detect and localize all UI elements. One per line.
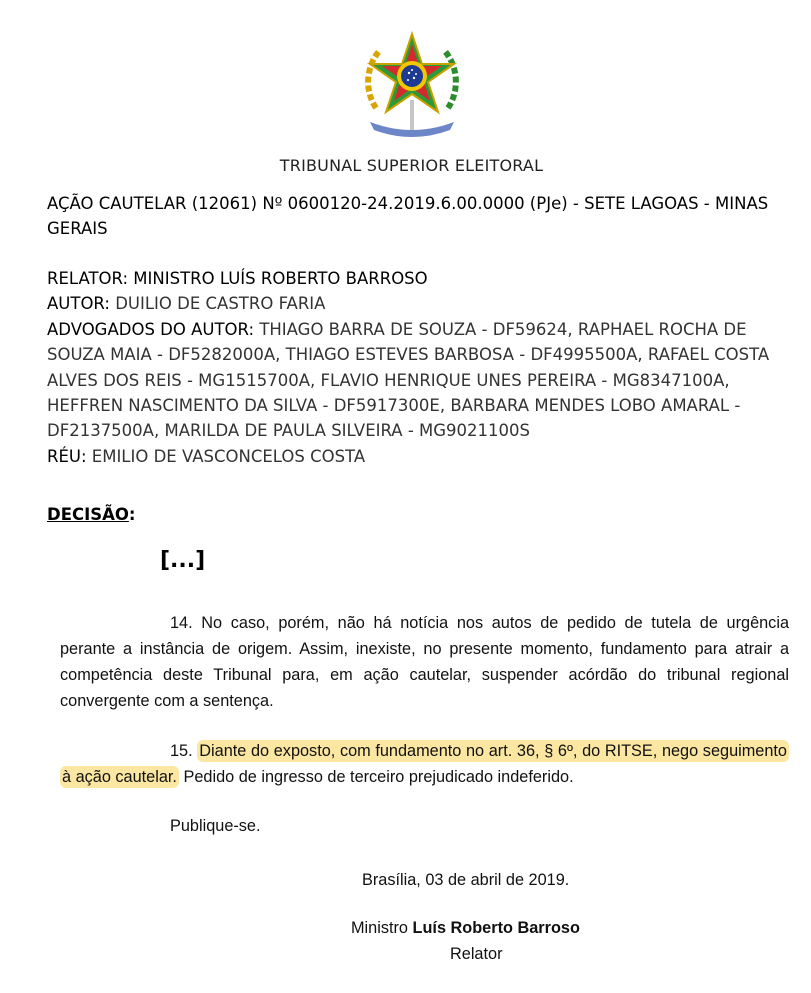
reu-value: EMILIO DE VASCONCELOS COSTA [91, 446, 366, 466]
signature-line [351, 919, 580, 938]
paragraph-15-rest: Pedido de ingresso de terceiro prejudicado indeferido. [178, 768, 574, 786]
paragraph-15-number: 15. [170, 742, 198, 760]
paragraph-15 [60, 738, 789, 790]
highlighted-text: Diante do exposto, com fundamento no art. 36, § 6º, do RITSE, nego seguimento à ação cautelar. [62, 742, 787, 786]
case-header [47, 191, 787, 241]
autor-value: DUILIO DE CASTRO FARIA [115, 294, 326, 314]
paragraph-14: 14. No caso, porém, não há notícia nos autos de pedido de tutela de urgência perante a instância de origem. Assim, inexiste, no presente momento, fundamento para atrair a competência deste Tribunal para, em ação cautelar, suspender acórdão do tribunal regional convergente com a sentença. [60, 614, 789, 710]
signature-role: Relator [450, 945, 503, 963]
brazil-coat-of-arms-icon [362, 30, 462, 140]
signature-prefix: Ministro [351, 919, 413, 937]
decisao-colon: : [128, 505, 136, 524]
advogados-value: THIAGO BARRA DE SOUZA - DF59624, RAPHAEL ROCHA DE SOUZA MAIA - DF5282000A, THIAGO ESTEVES BARBOSA - DF4995500A, RAFAEL COSTA ALVES DOS REIS - MG1515700A, FLAVIO HENRIQUE UNES PEREIRA - MG8347100A, HEFFREN NASCIMENTO DA SILVA - DF5917300E, BARBARA MENDES LOBO AMARAL - DF2137500A, MARILDA DE PAULA SILVEIRA - MG9021100S [47, 319, 770, 441]
case-title: AÇÃO CAUTELAR (12061) Nº 0600120-24.2019.6.00.0000 (PJe) - SETE LAGOAS - MINAS GERAIS [47, 194, 769, 238]
advogados-line [47, 317, 787, 444]
decisao-heading [47, 505, 136, 524]
signature-name: Luís Roberto Barroso [412, 919, 580, 937]
reu-label: RÉU: [47, 446, 87, 466]
autor-label: AUTOR: [47, 294, 110, 314]
date-line: Brasília, 03 de abril de 2019. [362, 871, 570, 889]
reu-line [47, 444, 787, 469]
publique-line: Publique-se. [170, 817, 261, 835]
autor-line [47, 291, 787, 316]
advogados-label: ADVOGADOS DO AUTOR: [47, 319, 255, 339]
court-name: TRIBUNAL SUPERIOR ELEITORAL [279, 156, 544, 175]
decisao-label: DECISÃO [47, 505, 129, 524]
parties-block [47, 266, 787, 469]
relator-line: RELATOR: MINISTRO LUÍS ROBERTO BARROSO [47, 269, 428, 288]
omission-marker: [...] [160, 548, 206, 573]
